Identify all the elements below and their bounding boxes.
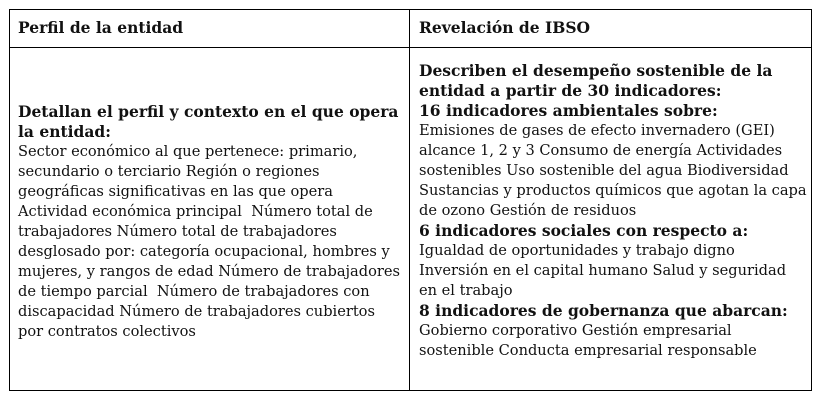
governance-heading: 8 indicadores de gobernanza que abarcan: (419, 301, 788, 320)
ibso-intro: Describen el desempeño sostenible de la entidad a partir de 30 indicadores: (419, 61, 773, 100)
entity-profile-cell (18, 102, 404, 342)
column-divider (409, 10, 410, 390)
header-entity-profile: Perfil de la entidad (18, 18, 184, 37)
environmental-heading: 16 indicadores ambientales sobre: (419, 101, 718, 120)
entity-profile-body: Sector económico al que pertenece: primario, secundario o terciario Región o regiones geográficas significativas en las que opera Actividad económica principal Número total de trabajadores Número total de trabajadores desglosado por: categoría ocupacional, hombres y mujeres, y rangos de edad Número de trabajadores de tiempo parcial Número de trabajadores con discapacidad Número de trabajadores cubiertos por contratos colectivos (18, 143, 405, 340)
social-heading: 6 indicadores sociales con respecto a: (419, 221, 749, 240)
environmental-body: Emisiones de gases de efecto invernadero (GEI) alcance 1, 2 y 3 Consumo de energía Actividades sostenibles Uso sostenible del agua Biodiversidad Sustancias y productos químicos que agotan la capa de ozono Gestión de residuos (419, 122, 812, 219)
comparison-table (9, 9, 812, 391)
governance-body: Gobierno corporativo Gestión empresarial sostenible Conducta empresarial responsable (419, 322, 757, 359)
entity-profile-heading: Detallan el perfil y contexto en el que opera la entidad: (18, 102, 399, 141)
social-body: Igualdad de oportunidades y trabajo digno Inversión en el capital humano Salud y seguridad en el trabajo (419, 242, 791, 299)
header-ibso-disclosure: Revelación de IBSO (419, 18, 591, 37)
header-divider (10, 47, 811, 48)
ibso-disclosure-cell (419, 61, 812, 361)
